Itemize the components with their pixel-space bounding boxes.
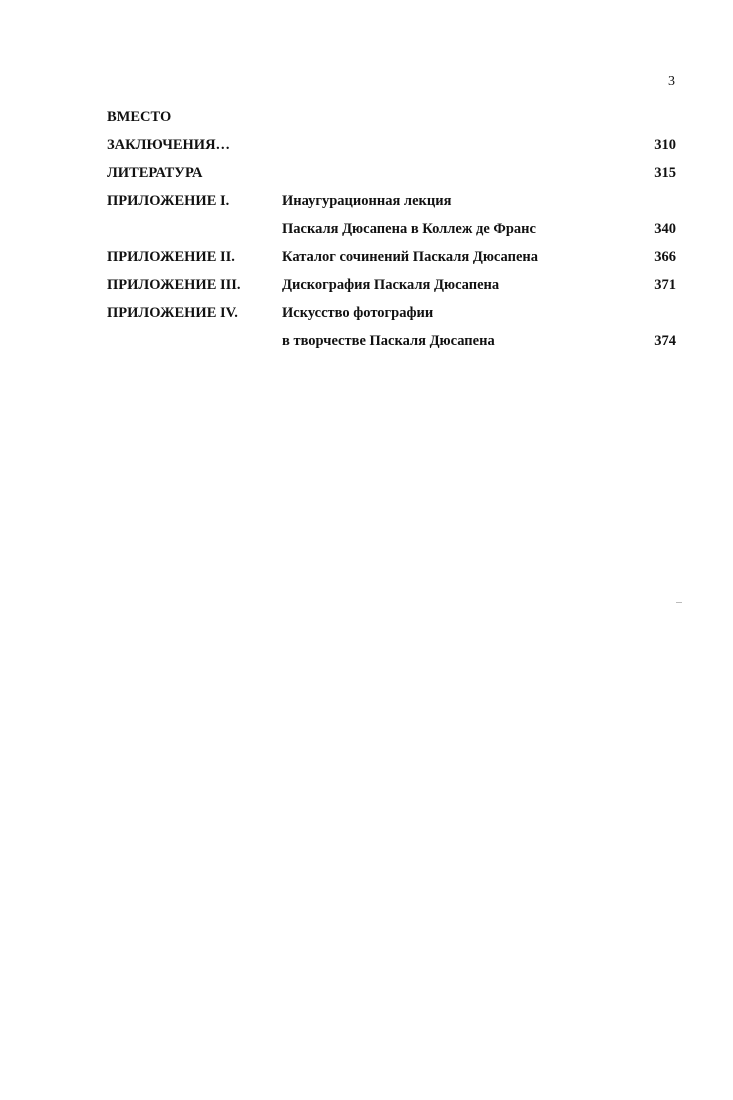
toc-label: ВМЕСТО bbox=[107, 109, 172, 125]
toc-row-zaklyucheniya bbox=[0, 134, 733, 156]
toc-label: ПРИЛОЖЕНИЕ I. bbox=[107, 193, 230, 209]
toc-row-appendix-4 bbox=[0, 302, 733, 324]
toc-title: Каталог сочинений Паскаля Дюсапена bbox=[282, 249, 538, 265]
toc-page: 340 bbox=[654, 221, 676, 237]
toc-label: ПРИЛОЖЕНИЕ II. bbox=[107, 249, 235, 265]
toc-page: 310 bbox=[654, 137, 676, 153]
toc-row-vmesto bbox=[0, 106, 733, 128]
toc-page: 374 bbox=[654, 333, 676, 349]
toc-label: ПРИЛОЖЕНИЕ IV. bbox=[107, 305, 238, 321]
toc-title: в творчестве Паскаля Дюсапена bbox=[282, 333, 495, 349]
toc-title: Дискография Паскаля Дюсапена bbox=[282, 277, 500, 293]
scan-speck bbox=[676, 602, 682, 603]
toc-page: 371 bbox=[654, 277, 676, 293]
toc-page: 315 bbox=[654, 165, 676, 181]
toc-label: ПРИЛОЖЕНИЕ III. bbox=[107, 277, 241, 293]
toc-title: Искусство фотографии bbox=[282, 305, 434, 321]
toc-row-appendix-3 bbox=[0, 274, 733, 296]
toc-row-appendix-4-cont bbox=[0, 330, 733, 352]
toc-title: Паскаля Дюсапена в Коллеж де Франс bbox=[282, 221, 536, 237]
toc-row-appendix-1-cont bbox=[0, 218, 733, 240]
toc-row-appendix-1 bbox=[0, 190, 733, 212]
toc-label: ЛИТЕРАТУРА bbox=[107, 165, 203, 181]
toc-title: Инаугурационная лекция bbox=[282, 193, 452, 209]
page-number: 3 bbox=[668, 74, 675, 89]
toc-row-literatura bbox=[0, 162, 733, 184]
toc-row-appendix-2 bbox=[0, 246, 733, 268]
toc-page: 366 bbox=[654, 249, 676, 265]
toc-label: ЗАКЛЮЧЕНИЯ… bbox=[107, 137, 231, 153]
